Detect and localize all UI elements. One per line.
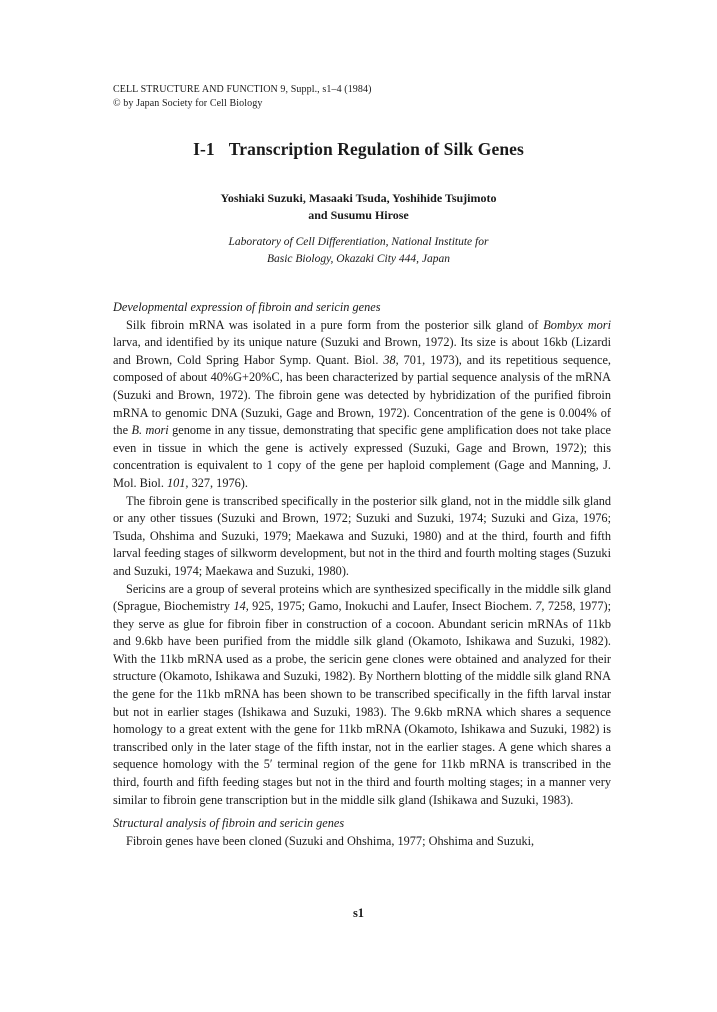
journal-citation: CELL STRUCTURE AND FUNCTION 9, Suppl., s1–4 (1984) — [113, 84, 372, 95]
paragraph-fibroin-mrna — [113, 317, 611, 493]
affiliation — [0, 234, 717, 268]
section-heading-expression: Developmental expression of fibroin and sericin genes — [113, 300, 381, 314]
volume-number: 38, — [383, 352, 399, 367]
paragraph-fibroin-transcription: The fibroin gene is transcribed specifically in the posterior silk gland, not in the middle silk gland or any other tissues (Suzuki and Brown, 1972; Suzuki and Suzuki, 1974; Suzuki and Giza, 1976; Tsuda, Ohshima and Suzuki, 1979; Maekawa and Suzuki, 1980) and at the third, fourth and fifth larval feeding stages of silkworm development, but not in the third and fourth molting stages (Suzuki and Suzuki, 1974; Maekawa and Suzuki, 1980). — [113, 493, 611, 578]
paragraph-fibroin-cloning: Fibroin genes have been cloned (Suzuki and Ohshima, 1977; Ohshima and Suzuki, — [126, 833, 535, 848]
author-line-1: Yoshiaki Suzuki, Masaaki Tsuda, Yoshihide Tsujimoto — [220, 191, 497, 205]
text-run: Silk fibroin mRNA was isolated in a pure form from the posterior silk gland of — [126, 317, 544, 332]
author-line-2: and Susumu Hirose — [308, 208, 409, 222]
journal-header — [113, 83, 372, 111]
volume-number: 14, — [233, 599, 249, 614]
affiliation-line-2: Basic Biology, Okazaki City 444, Japan — [266, 253, 450, 265]
species-name: Bombyx mori — [543, 317, 611, 332]
text-run: 925, 1975; Gamo, Inokuchi and Laufer, Insect Biochem. — [248, 599, 536, 614]
species-name: B. mori — [131, 423, 169, 438]
text-run: 701, 1973), and its repetitious sequence, composed of about 40%G+20%C, has been characterized by partial sequence analysis of the mRNA (Suzuki and Brown, 1972). The fibroin gene was detected by hybridization of the purified fibroin mRNA to genomic DNA (Suzuki, Gage and Brown, 1972). Concentration of the gene is 0.004% of the — [113, 352, 611, 438]
article-title-text: Transcription Regulation of Silk Genes — [228, 139, 524, 159]
section-heading-structural: Structural analysis of fibroin and sericin genes — [113, 816, 345, 831]
article-title — [0, 139, 717, 160]
article-body — [113, 299, 611, 850]
author-list — [0, 190, 717, 224]
copyright-notice: © by Japan Society for Cell Biology — [113, 98, 263, 109]
volume-number: 7, — [535, 599, 545, 614]
text-run: 327, 1976). — [188, 475, 248, 490]
text-run: genome in any tissue, demonstrating that specific gene amplification does not take place even in tissue in which the gene is actively expressed (Suzuki, Gage and Brown, 1972); this concentration is equivalent to 1 copy of the gene per haploid complement (Gage and Manning, J. Mol. Biol. — [113, 423, 611, 490]
text-run: Sericins are a group of several proteins which are synthesized specifically in the middle silk gland (Sprague, Biochemistry — [113, 581, 611, 614]
article-number: I-1 — [193, 139, 215, 159]
text-run: larva, and identified by its unique nature (Suzuki and Brown, 1972). Its size is about 16kb (Lizardi and Brown, Cold Spring Habor Symp. Quant. Biol. — [113, 335, 611, 367]
affiliation-line-1: Laboratory of Cell Differentiation, National Institute for — [228, 236, 489, 248]
page-number: s1 — [352, 906, 365, 920]
text-run: 7258, 1977); they serve as glue for fibroin fiber in construction of a cocoon. Abundant sericin mRNAs of 11kb and 9.6kb have been purified from the middle silk gland (Okamoto, Ishikawa and Suzuki, 1982). With the 11kb mRNA used as a probe, the sericin gene clones were obtained and analyzed for their structure (Okamoto, Ishikawa and Suzuki, 1982). By Northern blotting of the middle silk gland RNA the gene for the 11kb mRNA has been shown to be transcribed specifically in the fifth larval instar but not in earlier stages (Ishikawa and Suzuki, 1983). The 9.6kb mRNA which shares a sequence homology to a great extent with the gene for 11kb mRNA (Okamoto, Ishikawa and Suzuki, 1982) is transcribed only in the later stage of the fifth instar, not in the earlier stages. A gene which shares a sequence homology with the 5′ terminal region of the gene for 11kb mRNA is transcribed in the third, fourth and fifth feeding stages but not in the third and fourth molting stages; in a manner very similar to fibroin gene transcription but in the middle silk gland (Ishikawa and Suzuki, 1983). — [113, 599, 611, 807]
paragraph-sericins — [113, 581, 611, 810]
volume-number: 101, — [166, 475, 189, 490]
